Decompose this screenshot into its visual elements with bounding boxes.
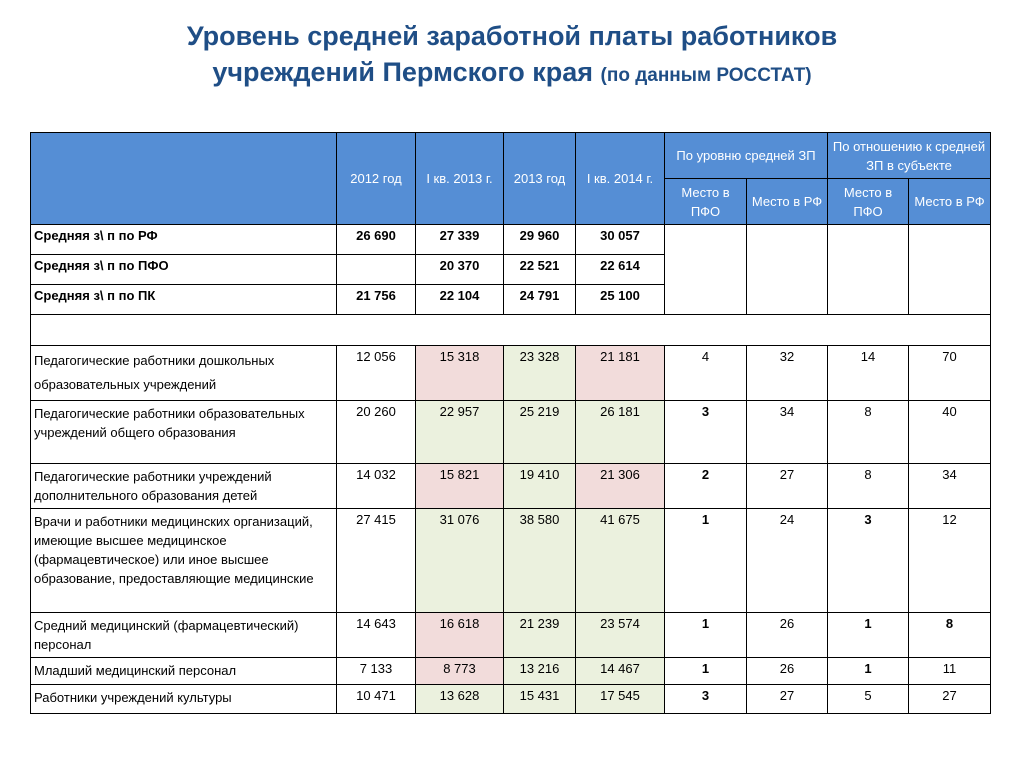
- value-q1-2014: 23 574: [576, 613, 665, 658]
- table-row: [31, 401, 991, 464]
- value-q1-2014: 17 545: [576, 685, 665, 714]
- page-title: [0, 18, 1024, 94]
- header-ratio-rf: Место в РФ: [909, 179, 991, 225]
- avg-2012: 21 756: [337, 285, 416, 315]
- rank-ratio-pfo: 3: [828, 509, 909, 613]
- header-group-level: По уровню средней ЗП: [665, 133, 828, 179]
- value-q1-2013: 31 076: [416, 509, 504, 613]
- category-label: Младший медицинский персонал: [31, 658, 337, 685]
- avg-row: [31, 225, 991, 255]
- avg-2013: 24 791: [504, 285, 576, 315]
- rank-level-pfo: 1: [665, 509, 747, 613]
- rank-level-rf: 24: [747, 509, 828, 613]
- category-label: Работники учреждений культуры: [31, 685, 337, 714]
- value-2012: 20 260: [337, 401, 416, 464]
- rank-ratio-pfo: 1: [828, 658, 909, 685]
- value-2012: 10 471: [337, 685, 416, 714]
- avg-label: Средняя з\ п по ПК: [31, 285, 337, 315]
- value-q1-2014: 41 675: [576, 509, 665, 613]
- header-group-ratio: По отношению к средней ЗП в субъекте: [828, 133, 991, 179]
- rank-level-pfo: 4: [665, 346, 747, 401]
- rank-ratio-rf: 27: [909, 685, 991, 714]
- value-2013: 25 219: [504, 401, 576, 464]
- value-q1-2013: 16 618: [416, 613, 504, 658]
- rank-ratio-pfo: 8: [828, 401, 909, 464]
- avg-2012: [337, 255, 416, 285]
- avg-2013: 29 960: [504, 225, 576, 255]
- category-label: Педагогические работники учреждений дополнительного образования детей: [31, 464, 337, 509]
- avg-2013: 22 521: [504, 255, 576, 285]
- avg-2012: 26 690: [337, 225, 416, 255]
- avg-label: Средняя з\ п по РФ: [31, 225, 337, 255]
- value-q1-2013: 8 773: [416, 658, 504, 685]
- rank-ratio-pfo: 5: [828, 685, 909, 714]
- title-source: (по данным РОССТАТ): [600, 65, 812, 86]
- rank-level-rf: 26: [747, 613, 828, 658]
- rank-level-rf: 34: [747, 401, 828, 464]
- header-q1-2013: I кв. 2013 г.: [416, 133, 504, 225]
- header-2013: 2013 год: [504, 133, 576, 225]
- table-row: [31, 658, 991, 685]
- rank-level-pfo: 2: [665, 464, 747, 509]
- value-2013: 13 216: [504, 658, 576, 685]
- table-row: [31, 613, 991, 658]
- avg-label: Средняя з\ п по ПФО: [31, 255, 337, 285]
- rank-level-pfo: 1: [665, 658, 747, 685]
- header-2012: 2012 год: [337, 133, 416, 225]
- avg-empty-cell: [828, 225, 909, 315]
- avg-q1-2013: 22 104: [416, 285, 504, 315]
- value-2013: 23 328: [504, 346, 576, 401]
- value-q1-2013: 15 821: [416, 464, 504, 509]
- header-blank: [31, 133, 337, 225]
- avg-empty-cell: [747, 225, 828, 315]
- value-2013: 19 410: [504, 464, 576, 509]
- header-ratio-pfo: Место в ПФО: [828, 179, 909, 225]
- rank-ratio-rf: 70: [909, 346, 991, 401]
- salary-table: [30, 132, 991, 714]
- value-2012: 14 643: [337, 613, 416, 658]
- rank-level-rf: 26: [747, 658, 828, 685]
- value-q1-2014: 21 306: [576, 464, 665, 509]
- rank-ratio-rf: 40: [909, 401, 991, 464]
- title-line-2: [0, 54, 1024, 94]
- header-q1-2014: I кв. 2014 г.: [576, 133, 665, 225]
- avg-q1-2013: 20 370: [416, 255, 504, 285]
- value-2013: 21 239: [504, 613, 576, 658]
- header-level-rf: Место в РФ: [747, 179, 828, 225]
- header-row-1: [31, 133, 991, 179]
- value-2012: 27 415: [337, 509, 416, 613]
- rank-level-rf: 27: [747, 464, 828, 509]
- spacer-row: [31, 315, 991, 346]
- value-2012: 12 056: [337, 346, 416, 401]
- rank-level-rf: 32: [747, 346, 828, 401]
- avg-q1-2013: 27 339: [416, 225, 504, 255]
- rank-ratio-rf: 11: [909, 658, 991, 685]
- category-label: Врачи и работники медицинских организаций, имеющие высшее медицинское (фармацевтическое) или иное высшее образование, предоставляющие медицинские: [31, 509, 337, 613]
- category-label: Педагогические работники образовательных учреждений общего образования: [31, 401, 337, 464]
- avg-q1-2014: 30 057: [576, 225, 665, 255]
- header-level-pfo: Место в ПФО: [665, 179, 747, 225]
- value-q1-2013: 15 318: [416, 346, 504, 401]
- spacer-cell: [31, 315, 991, 346]
- avg-q1-2014: 25 100: [576, 285, 665, 315]
- rank-ratio-pfo: 8: [828, 464, 909, 509]
- value-q1-2013: 13 628: [416, 685, 504, 714]
- table-row: [31, 685, 991, 714]
- rank-ratio-rf: 12: [909, 509, 991, 613]
- value-q1-2014: 14 467: [576, 658, 665, 685]
- category-label: Педагогические работники дошкольных образовательных учреждений: [31, 346, 337, 401]
- rank-level-pfo: 1: [665, 613, 747, 658]
- value-2013: 15 431: [504, 685, 576, 714]
- category-label: Средний медицинский (фармацевтический) персонал: [31, 613, 337, 658]
- avg-q1-2014: 22 614: [576, 255, 665, 285]
- value-2012: 14 032: [337, 464, 416, 509]
- value-q1-2013: 22 957: [416, 401, 504, 464]
- value-2012: 7 133: [337, 658, 416, 685]
- avg-empty-cell: [665, 225, 747, 315]
- value-q1-2014: 21 181: [576, 346, 665, 401]
- value-q1-2014: 26 181: [576, 401, 665, 464]
- title-line-2-text: учреждений Пермского края: [212, 57, 593, 87]
- table-row: [31, 509, 991, 613]
- table-row: [31, 464, 991, 509]
- rank-ratio-pfo: 1: [828, 613, 909, 658]
- value-2013: 38 580: [504, 509, 576, 613]
- table-row: [31, 346, 991, 401]
- rank-level-pfo: 3: [665, 685, 747, 714]
- rank-level-rf: 27: [747, 685, 828, 714]
- rank-ratio-rf: 34: [909, 464, 991, 509]
- rank-ratio-pfo: 14: [828, 346, 909, 401]
- rank-level-pfo: 3: [665, 401, 747, 464]
- rank-ratio-rf: 8: [909, 613, 991, 658]
- title-line-1: Уровень средней заработной платы работников: [186, 21, 838, 51]
- avg-empty-cell: [909, 225, 991, 315]
